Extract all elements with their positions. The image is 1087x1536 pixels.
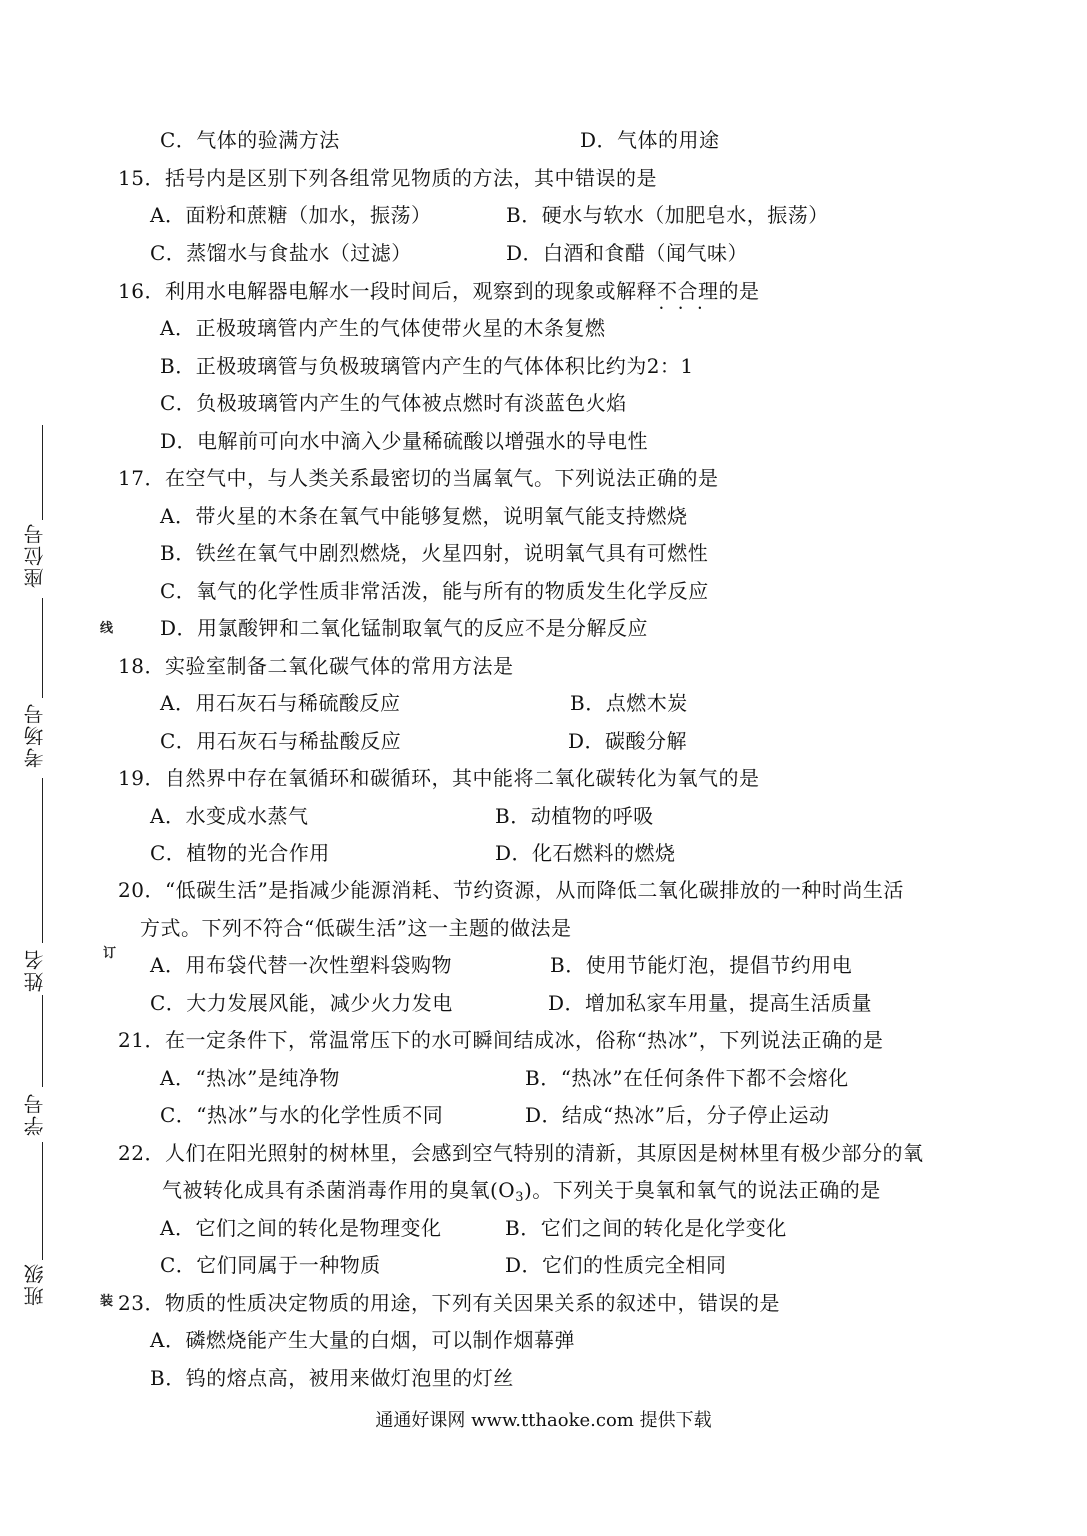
q22-stem2-post: )。下列关于臭氧和氧气的说法正确的是 — [523, 1178, 881, 1202]
q15-option-a: A．面粉和蔗糖（加水，振荡） — [150, 203, 432, 227]
q14-option-c: C．气体的验满方法 — [160, 128, 340, 152]
q23-stem: 23．物质的性质决定物质的用途，下列有关因果关系的叙述中，错误的是 — [118, 1291, 780, 1315]
q17-option-a: A．带火星的木条在氧气中能够复燃，说明氧气能支持燃烧 — [160, 504, 688, 528]
q15-option-c: C．蒸馏水与食盐水（过滤） — [150, 241, 412, 265]
q23-option-b: B．钨的熔点高，被用来做灯泡里的灯丝 — [150, 1366, 514, 1390]
binding-line-4 — [42, 995, 43, 1087]
class-label: 班级 — [23, 1262, 47, 1306]
q18-option-b: B．点燃木炭 — [570, 691, 688, 715]
binding-line-2 — [42, 598, 43, 698]
q19-option-a: A．水变成水蒸气 — [150, 804, 309, 828]
q15-option-b: B．硬水与软水（加肥皂水，振荡） — [506, 203, 829, 227]
q18-option-c: C．用石灰石与稀盐酸反应 — [160, 729, 402, 753]
binding-line-top — [42, 425, 43, 520]
q16-option-b: B．正极玻璃管与负极玻璃管内产生的气体体积比约为2：1 — [160, 354, 694, 378]
q22-option-c: C．它们同属于一种物质 — [160, 1253, 381, 1277]
q20-option-c: C．大力发展风能，减少火力发电 — [150, 991, 453, 1015]
q16-stem-post: 的是 — [718, 279, 760, 303]
q21-option-a: A．“热冰”是纯净物 — [160, 1066, 340, 1090]
q22-option-d: D．它们的性质完全相同 — [505, 1253, 727, 1277]
q15-stem: 15．括号内是区别下列各组常见物质的方法，其中错误的是 — [118, 166, 657, 190]
q16-option-a: A．正极玻璃管内产生的气体使带火星的木条复燃 — [160, 316, 606, 340]
q21-option-d: D．结成“热冰”后，分子停止运动 — [525, 1103, 830, 1127]
q18-option-d: D．碳酸分解 — [568, 729, 688, 753]
q20-stem-line1: 20．“低碳生活”是指减少能源消耗、节约资源，从而降低二氧化碳排放的一种时尚生活 — [118, 878, 904, 902]
q21-option-c: C．“热冰”与水的化学性质不同 — [160, 1103, 444, 1127]
q16-stem-emphasis: 不合理 • • • — [657, 279, 719, 303]
q18-option-a: A．用石灰石与稀硫酸反应 — [160, 691, 401, 715]
q23-option-a: A．磷燃烧能产生大量的白烟，可以制作烟幕弹 — [150, 1328, 575, 1352]
q22-option-a: A．它们之间的转化是物理变化 — [160, 1216, 442, 1240]
q22-stem-line1: 22．人们在阳光照射的树林里，会感到空气特别的清新，其原因是树林里有极少部分的氧 — [118, 1141, 924, 1165]
q16-stem-pre: 16．利用水电解器电解水一段时间后，观察到的现象或解释 — [118, 279, 657, 303]
q18-stem: 18．实验室制备二氧化碳气体的常用方法是 — [118, 654, 514, 678]
q21-stem: 21．在一定条件下，常温常压下的水可瞬间结成冰，俗称“热冰”，下列说法正确的是 — [118, 1028, 884, 1052]
q16-stem — [118, 278, 759, 304]
q19-stem: 19．自然界中存在氧循环和碳循环，其中能将二氧化碳转化为氧气的是 — [118, 766, 760, 790]
q19-option-d: D．化石燃料的燃烧 — [495, 841, 676, 865]
q22-ozone-subscript: 3 — [515, 1190, 524, 1205]
q17-option-c: C．氧气的化学性质非常活泼，能与所有的物质发生化学反应 — [160, 579, 709, 603]
q20-option-d: D．增加私家车用量，提高生活质量 — [548, 991, 873, 1015]
exam-room-label: 考场号 — [23, 702, 47, 768]
q19-option-b: B．动植物的呼吸 — [495, 804, 654, 828]
seat-number-label: 座位号 — [23, 522, 47, 588]
student-id-label: 学号 — [23, 1092, 47, 1136]
binding-mark-zhuang: 装 — [100, 1294, 114, 1309]
q16-option-c: C．负极玻璃管内产生的气体被点燃时有淡蓝色火焰 — [160, 391, 627, 415]
binding-line-3 — [42, 778, 43, 943]
q21-option-b: B．“热冰”在任何条件下都不会熔化 — [525, 1066, 849, 1090]
q17-option-b: B．铁丝在氧气中剧烈燃烧，火星四射，说明氧气具有可燃性 — [160, 541, 709, 565]
q22-stem-line2 — [162, 1177, 881, 1211]
binding-mark-ding: 订 — [103, 946, 117, 961]
q20-option-b: B．使用节能灯泡，提倡节约用电 — [550, 953, 853, 977]
name-label: 姓名 — [23, 948, 47, 992]
page-footer: 通通好课网 www.tthaoke.com 提供下载 — [375, 1410, 712, 1431]
binding-line-5 — [42, 1142, 43, 1260]
q20-option-a: A．用布袋代替一次性塑料袋购物 — [150, 953, 452, 977]
q22-stem2-pre: 气被转化成具有杀菌消毒作用的臭氧(O — [162, 1178, 516, 1202]
q19-option-c: C．植物的光合作用 — [150, 841, 330, 865]
q16-option-d: D．电解前可向水中滴入少量稀硫酸以增强水的导电性 — [160, 429, 649, 453]
q15-option-d: D．白酒和食醋（闻气味） — [506, 241, 749, 265]
q14-option-d: D．气体的用途 — [580, 128, 720, 152]
q17-stem: 17．在空气中，与人类关系最密切的当属氧气。下列说法正确的是 — [118, 466, 719, 490]
q22-option-b: B．它们之间的转化是化学变化 — [505, 1216, 787, 1240]
binding-mark-line: 线 — [100, 621, 114, 636]
q20-stem-line2: 方式。下列不符合“低碳生活”这一主题的做法是 — [140, 916, 572, 940]
q17-option-d: D．用氯酸钾和二氧化锰制取氧气的反应不是分解反应 — [160, 616, 649, 640]
